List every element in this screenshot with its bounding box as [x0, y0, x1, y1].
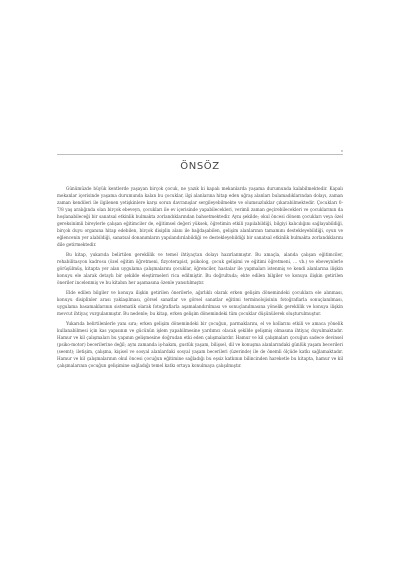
- title-block: [57, 154, 343, 172]
- paragraph: Yukarıda belirtilenlerle yanı sıra; erken gelişim dönemindeki bir çocuğun, parmaklarını, el ve kollarını etkili ve amaca yönelik kullanabilmesi için kas yapısının ve gücünün işlem yapabilmesine yardımcı olacak şekilde gelişmiş olmasına ihtiyaç duyulmaktadır. Hamur ve kil çalışmaları bu yapının gelişmesine doğrudan etki eden çalışmalardır. Hamur ve kil çalışmaları çocuğun sadece devinsel (psiko-motor) becerilerine değil; aynı zamanda iş-hakım, gustük yaşam, bilişsel, dil ve konuşma alanlarındaki günlük yaşam becerileri (seemt); iletişim, çalışma, kişisel ve sosyal alanlardaki sosyal yaşam becerileri (üzerinde) ile de önemli ölçüde katkı sağlamaktadır. Hamur ve kil çalışmalarının okul öncesi çocuğun eğitimine sağladığı bu eşsiz katkının bilincinden hareketle bu kitapta, hamur ve kil çalışmalarının çocuğun gelişimine sağladığı temel katkı ortaya konulmaya çalışılmıştır.: [57, 321, 343, 368]
- paragraph: Bu kitap, yukarıda belirtilen gereklilik ve temel ihtiyaçtan dolayı hazırlanmıştır. Bu amaçla, alanda çalışan eğitimciler, rehabilitasyon kadrosu (özel eğitim öğretmeni, fizyoterapist, psikolog, çocuk gelişimi ve eğitimi öğretmeni, ... vb.) ve ebeveynlerle görüşülmüş, kitapta yer alan uygulama çalışmalarını çocuklar, öğrenciler, hastalar ile yapmaları istenmiş ve kendi alanlarına ilişkin konuyu ele alarak detaylı bir şekilde eleştirmeleri rica edilmiştir. Bu doğrultuda; ekte edilen bilgiler ve konuya ilişkin getirilen öneriler incelenmiş ve bu kitabın her aşamasına özenle yansıtılmıştır.: [57, 252, 343, 285]
- paragraph: Elde edilen bilgiler ve konuya ilişkin getirilen önerilerle, ağırlıklı olarak erken gelişim dönemindeki çocuklara ele alınması, konuyu disiplinler arası yaklaşılması, görsel sanatlar ve görsel sanatlar eğitimi terminolojisinin fotoğraflarla sonuçlanılması, uygulama basamaklarının sistematik olarak fotoğraflarla aşamalandırılması ve sonuçlanılmasına yönelik gereklilik ve konuya ilişkin mevcut ihtiyaç vurgulanmıştır. Bu nedenle; bu kitap, erken gelişim dönemindeki tüm çocuklar düşünülerek oluşturulmuştur.: [57, 290, 343, 316]
- page-title: ÖNSÖZ: [180, 161, 220, 172]
- paragraph: Günümüzde büyük kentlerde yaşayan birçok çocuk, ne yazık ki kapalı mekanlarda yaşama durumunda kalabilmektedir. Kapalı mekanlar içerisinde yaşama durumunda kalan bu çocuklar, ilgi alanlarına hitap eden uğraş alanları bulamadıklarından dolayı, zaman zaman kendileri ile ilgilenen yetişkinlere karşı sorun davranışlar sergileyebilmekte ve olumsuzluklar çıkarabilmektedir. Çocukları 0-7/8 yaş aralığında olan birçok ebeveyn, çocukları ile ev içerisinde yapabilecekleri, verimli zaman geçirebilecekleri ve çocuklarının da hoşlanabileceği bir sanatsal etkinlik bulmakta zorlandıklarından bahsetmektedir. Aynı şekilde; okul öncesi dönem çocukları veya özel gereksinimli bireylerle çalışan eğitimciler de, eğitimsel değeri yüksek, öğretimin etkili yapılabildiği, bilgiyi kalıcılığını sağlayabildiği, birçok duyu organına hitap edebilen, birçok disiplin alanı ile bağdaşabilen, gelişim alanlarının tamamını destekleyebildiği, oyun ve eğlencenin yer alabildiği, sanatsal donanımların yapılandırılabildiği ve destekleyebildiği bir sanatsal etkinlik bulmakta zorlandıklarını dile getirmektedir.: [57, 186, 343, 247]
- body-text: [57, 185, 343, 372]
- page-number: v: [341, 148, 343, 153]
